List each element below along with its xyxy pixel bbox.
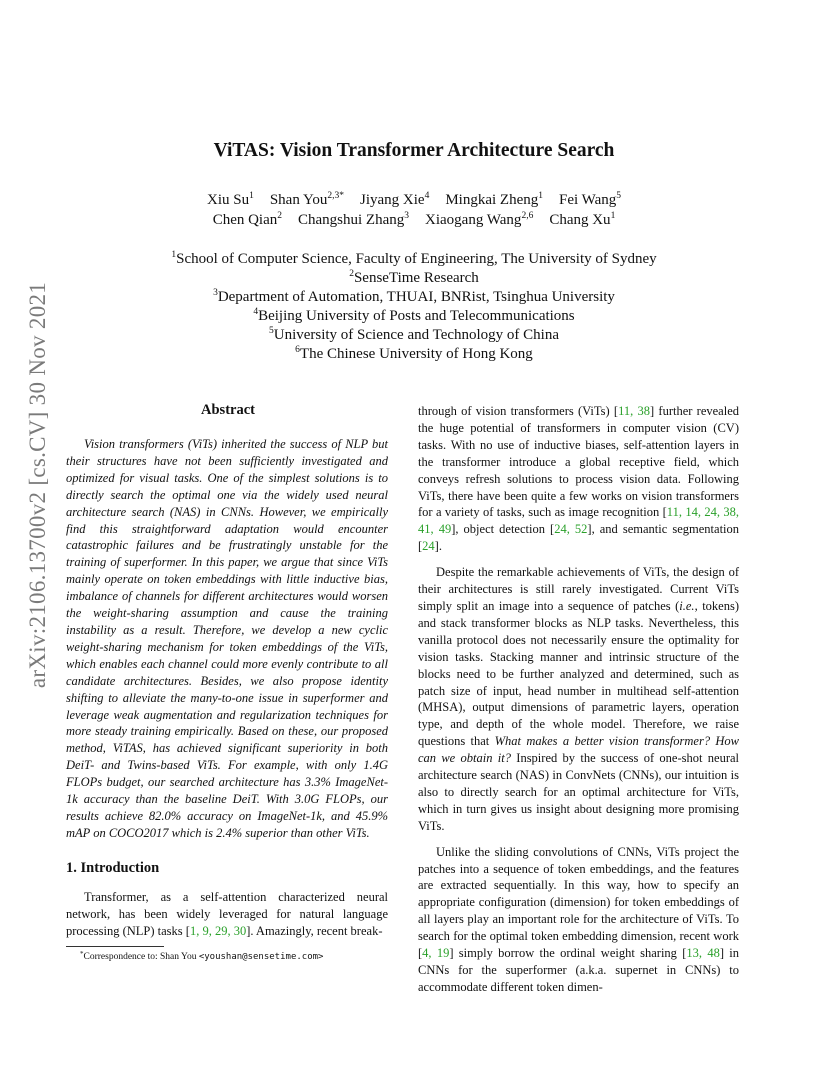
author-name: Chang Xu$^1$ (549, 211, 616, 228)
body-text: ] further revealed the huge potential of transformers in computer vision (CV) tasks. With no use of inductive biases, self-attention layers in the transformer introduce a global receptive field, which conveys refresh solutions to process vision data. Following ViTs, there have been quite a few works on vision transformers for a variety of tasks, such as image recognition [ (418, 404, 739, 520)
affiliation-line: $^6$The Chinese University of Hong Kong (295, 345, 533, 362)
citation-link[interactable]: 24 (422, 539, 435, 554)
affiliation-line: $^2$SenseTime Research (349, 269, 479, 286)
body-text: ] simply borrow the ordinal weight sharing [ (449, 946, 687, 961)
emphasis-text: What makes a better vision transformer? How can we obtain it? (418, 734, 740, 766)
author-affiliation-mark: 2,3* (327, 191, 344, 201)
author-name: Changshui Zhang$^3$ (298, 211, 410, 228)
body-text: ], and semantic segmentation [ (418, 522, 740, 554)
affiliation-line: $^1$School of Computer Science, Faculty of Engineering, The University of Sydney (171, 250, 657, 267)
body-text: ] in CNNs for the superformer (a.k.a. supernet in CNNs) to accommodate different token dimen- (418, 946, 739, 994)
author-row-2 (0, 212, 828, 229)
author-name: Mingkai Zheng$^1$ (445, 191, 543, 208)
author-affiliation-mark: 5 (616, 191, 621, 201)
footnote: *Correspondence to: Shan You <youshan@sensetime.com> (80, 950, 324, 962)
citation-link[interactable]: 4, 19 (422, 946, 450, 961)
author-name: Xiu Su$^1$ (207, 191, 254, 208)
emphasis-text: i.e. (679, 598, 695, 613)
section-heading-introduction: 1. Introduction (66, 860, 160, 876)
intro-paragraph-1: Transformer, as a self-attention characterized neural network, has been widely leveraged for natural language processing (NLP) tasks [1, 9, 29, 30]. Amazingly, recent break- (66, 890, 388, 938)
correspondence-email[interactable]: <youshan@sensetime.com> (198, 952, 324, 962)
body-text: Unlike the sliding convolutions of CNNs, ViTs project the patches into a sequence of token embeddings, and the features are extracted sequentially. In this way, how to specify an appropriate configuration (dimension) for token embeddings of all layers play an important role for the architecture of ViTs. To search for the optimal token embedding dimension, recent work [ (418, 844, 739, 961)
abstract-heading: Abstract (201, 402, 255, 418)
right-paragraph-1 (418, 403, 739, 555)
citation-link[interactable]: 11, 38 (618, 404, 651, 418)
body-text: Inspired by the success of one-shot neural architecture search (NAS) in ConvNets (CNNs), our intuition is also to directly search for an optimal architecture for ViTs, which in turn gives us insight about designing more promising ViTs. (418, 751, 739, 833)
author-affiliation-mark: 3 (404, 211, 410, 221)
author-name: Xiaogang Wang$^{2,6}$ (425, 211, 534, 228)
paper-title: ViTAS: Vision Transformer Architecture Search (213, 140, 615, 161)
body-text: , tokens) and stack transformer blocks as NLP tasks. Nevertheless, this vanilla protocol does not necessarily ensure the optimality for vision tasks. Stacking manner and intrinsic structure of the blocks need to be further analyzed and determined, such as patch size of input, head number in multihead self-attention (MHSA), output dimensions of parametric layers, operation type, and depth of the whole model. Therefore, we raise questions that (418, 598, 739, 749)
body-text: through of vision transformers (ViTs) [ (418, 404, 619, 418)
right-paragraph-2 (418, 564, 739, 835)
citation-link[interactable]: 13, 48 (686, 946, 720, 961)
author-affiliation-mark: 4 (424, 191, 430, 201)
affiliation-line: $^4$Beijing University of Posts and Telecommunications (253, 307, 575, 324)
author-affiliation-mark: 2 (277, 211, 283, 221)
abstract-body (66, 436, 388, 842)
body-text: ]. (434, 539, 442, 554)
author-affiliation-mark: 2,6 (521, 211, 534, 221)
right-column (418, 403, 739, 996)
author-name: Shan You$^{2,3*}$ (269, 191, 344, 208)
citation-link[interactable]: 24, 52 (554, 522, 588, 537)
arxiv-stamp-text: arXiv:2106.13700v2 [cs.CV] 30 Nov 2021 (25, 281, 50, 689)
author-name: Fei Wang$^5$ (558, 191, 621, 208)
abstract-text: Vision transformers (ViTs) inherited the success of NLP but their structures have not been sufficiently investigated and optimized for visual tasks. One of the simplest solutions is to directly search the optimal one via the widely used neural architecture search (NAS) in CNNs. However, we empirically find this straightforward adaptation would encounter catastrophic failures and be frustratingly unstable for the training of superformer. In this paper, we argue that since ViTs mainly operate on token embeddings with little inductive bias, imbalance of channels for different architectures would worsen the weight-sharing assumption and cause the training instability as a result. Therefore, we develop a new cyclic weight-sharing mechanism for token embeddings of the ViTs, which enables each channel could more evenly contribute to all candidate architectures. Besides, we also propose identity shifting to alleviate the many-to-one issue in superformer and leverage weak augmentation and regularization techniques for more steady training empirically. Based on these, our proposed method, ViTAS, has achieved significant superiority in both DeiT- and Twins-based ViTs. For example, with only 1.4G FLOPs budget, our searched architecture has 3.3% ImageNet-1k accuracy than the baseline DeiT. With 3.0G FLOPs, our results achieve 82.0% accuracy on ImageNet-1k, and 45.9% mAP on COCO2017 which is 2.4% superior than other ViTs. (66, 437, 388, 840)
affiliation-line: $^5$University of Science and Technology of China (268, 326, 560, 343)
citation-link[interactable]: 11, 14, 24, 38, 41, 49 (418, 505, 739, 537)
author-name: Chen Qian$^2$ (212, 211, 283, 228)
author-affiliation-mark: 1 (610, 211, 616, 221)
introduction-body (66, 889, 388, 940)
body-text: ], object detection [ (451, 522, 555, 537)
author-affiliation-mark: 1 (249, 191, 254, 201)
footnote-rule (66, 946, 164, 947)
author-affiliation-mark: 1 (538, 191, 543, 201)
citation-link[interactable]: 1, 9, 29, 30 (189, 923, 247, 938)
right-paragraph-3 (418, 844, 739, 996)
author-name: Jiyang Xie$^4$ (360, 191, 430, 208)
body-text: Despite the remarkable achievements of ViTs, the design of their architectures is still rarely investigated. Current ViTs simply split an image into a sequence of patches ( (418, 565, 739, 613)
author-row-1 (0, 192, 828, 209)
affiliation-line: $^3$Department of Automation, THUAI, BNRist, Tsinghua University (213, 288, 615, 305)
